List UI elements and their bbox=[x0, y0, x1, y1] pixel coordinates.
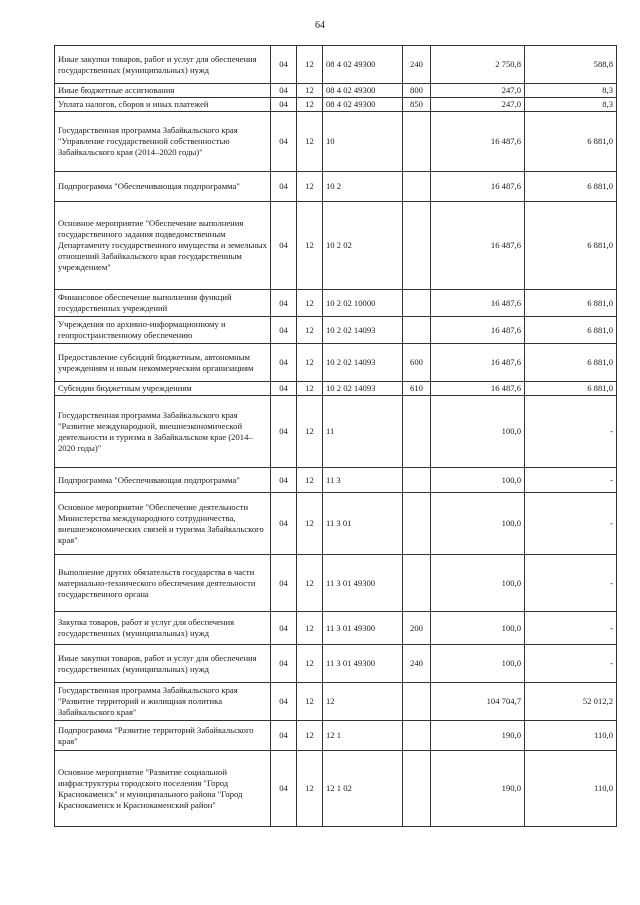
table-row bbox=[55, 683, 617, 721]
target-article-cell: 11 3 bbox=[323, 468, 403, 493]
row-name-cell: Уплата налогов, сборов и иных платежей bbox=[55, 98, 271, 112]
amount-actual-cell: - bbox=[525, 612, 617, 645]
table-row bbox=[55, 612, 617, 645]
razdel-cell: 04 bbox=[271, 555, 297, 612]
row-name-cell: Субсидии бюджетным учреждениям bbox=[55, 382, 271, 396]
row-name-cell: Государственная программа Забайкальского края "Развитие территорий и жилищная политика Забайкальского края" bbox=[55, 683, 271, 721]
target-article-cell: 11 3 01 49300 bbox=[323, 555, 403, 612]
expense-type-cell bbox=[403, 396, 431, 468]
row-name-cell: Подпрограмма "Обеспечивающая подпрограмма" bbox=[55, 172, 271, 202]
target-article-cell: 10 bbox=[323, 112, 403, 172]
row-name-cell: Иные бюджетные ассигнования bbox=[55, 84, 271, 98]
expense-type-cell bbox=[403, 721, 431, 751]
amount-actual-cell: 110,0 bbox=[525, 721, 617, 751]
expense-type-cell bbox=[403, 555, 431, 612]
podrazdel-cell: 12 bbox=[297, 46, 323, 84]
amount-plan-cell: 2 750,8 bbox=[431, 46, 525, 84]
expense-type-cell bbox=[403, 468, 431, 493]
razdel-cell: 04 bbox=[271, 612, 297, 645]
target-article-cell: 10 2 02 10000 bbox=[323, 290, 403, 317]
amount-actual-cell: - bbox=[525, 555, 617, 612]
amount-actual-cell: 6 881,0 bbox=[525, 344, 617, 382]
amount-plan-cell: 100,0 bbox=[431, 555, 525, 612]
row-name-cell: Иные закупки товаров, работ и услуг для обеспечения государственных (муниципальных) нужд bbox=[55, 645, 271, 683]
row-name-cell: Финансовое обеспечение выполнения функций государственных учреждений bbox=[55, 290, 271, 317]
amount-plan-cell: 16 487,6 bbox=[431, 382, 525, 396]
table-row bbox=[55, 112, 617, 172]
expense-type-cell bbox=[403, 202, 431, 290]
row-name-cell: Основное мероприятие "Развитие социальной инфраструктуры городского поселения "Город Краснокаменск" и муниципального района "Город Краснокаменск и Краснокаменский район" bbox=[55, 751, 271, 827]
expense-type-cell: 200 bbox=[403, 612, 431, 645]
table-row bbox=[55, 202, 617, 290]
expense-type-cell: 600 bbox=[403, 344, 431, 382]
podrazdel-cell: 12 bbox=[297, 290, 323, 317]
amount-actual-cell: 588,8 bbox=[525, 46, 617, 84]
amount-actual-cell: 6 881,0 bbox=[525, 290, 617, 317]
razdel-cell: 04 bbox=[271, 202, 297, 290]
amount-actual-cell: 8,3 bbox=[525, 84, 617, 98]
razdel-cell: 04 bbox=[271, 721, 297, 751]
target-article-cell: 12 1 bbox=[323, 721, 403, 751]
amount-actual-cell: - bbox=[525, 396, 617, 468]
amount-plan-cell: 16 487,6 bbox=[431, 202, 525, 290]
podrazdel-cell: 12 bbox=[297, 555, 323, 612]
amount-actual-cell: 6 881,0 bbox=[525, 202, 617, 290]
amount-actual-cell: 6 881,0 bbox=[525, 317, 617, 344]
target-article-cell: 12 1 02 bbox=[323, 751, 403, 827]
amount-plan-cell: 16 487,6 bbox=[431, 290, 525, 317]
amount-plan-cell: 16 487,6 bbox=[431, 344, 525, 382]
expense-type-cell: 240 bbox=[403, 46, 431, 84]
target-article-cell: 10 2 02 14093 bbox=[323, 382, 403, 396]
amount-plan-cell: 190,0 bbox=[431, 721, 525, 751]
amount-actual-cell: 110,0 bbox=[525, 751, 617, 827]
podrazdel-cell: 12 bbox=[297, 202, 323, 290]
podrazdel-cell: 12 bbox=[297, 112, 323, 172]
page-number: 64 bbox=[315, 20, 325, 31]
amount-actual-cell: 8,3 bbox=[525, 98, 617, 112]
amount-plan-cell: 247,0 bbox=[431, 98, 525, 112]
podrazdel-cell: 12 bbox=[297, 84, 323, 98]
podrazdel-cell: 12 bbox=[297, 645, 323, 683]
expense-type-cell: 610 bbox=[403, 382, 431, 396]
amount-plan-cell: 190,0 bbox=[431, 751, 525, 827]
expense-type-cell bbox=[403, 317, 431, 344]
table-row bbox=[55, 317, 617, 344]
amount-plan-cell: 100,0 bbox=[431, 396, 525, 468]
row-name-cell: Государственная программа Забайкальского края "Развитие международной, внешнеэкономической деятельности и туризма в Забайкальском крае (2014–2020 годы)" bbox=[55, 396, 271, 468]
target-article-cell: 12 bbox=[323, 683, 403, 721]
row-name-cell: Подпрограмма "Развитие территорий Забайкальского края" bbox=[55, 721, 271, 751]
table-row bbox=[55, 396, 617, 468]
razdel-cell: 04 bbox=[271, 344, 297, 382]
razdel-cell: 04 bbox=[271, 645, 297, 683]
target-article-cell: 08 4 02 49300 bbox=[323, 98, 403, 112]
podrazdel-cell: 12 bbox=[297, 612, 323, 645]
row-name-cell: Государственная программа Забайкальского края "Управление государственной собственностью Забайкальского края (2014–2020 годы)" bbox=[55, 112, 271, 172]
table-row bbox=[55, 98, 617, 112]
row-name-cell: Учреждения по архивно-информационному и геопространственному обеспечению bbox=[55, 317, 271, 344]
amount-plan-cell: 16 487,6 bbox=[431, 317, 525, 344]
target-article-cell: 11 3 01 49300 bbox=[323, 645, 403, 683]
razdel-cell: 04 bbox=[271, 382, 297, 396]
amount-actual-cell: 6 881,0 bbox=[525, 382, 617, 396]
podrazdel-cell: 12 bbox=[297, 98, 323, 112]
amount-plan-cell: 16 487,6 bbox=[431, 112, 525, 172]
amount-actual-cell: 52 012,2 bbox=[525, 683, 617, 721]
target-article-cell: 10 2 02 bbox=[323, 202, 403, 290]
podrazdel-cell: 12 bbox=[297, 721, 323, 751]
target-article-cell: 11 bbox=[323, 396, 403, 468]
table-row bbox=[55, 46, 617, 84]
target-article-cell: 11 3 01 bbox=[323, 493, 403, 555]
row-name-cell: Иные закупки товаров, работ и услуг для обеспечения государственных (муниципальных) нужд bbox=[55, 46, 271, 84]
amount-plan-cell: 247,0 bbox=[431, 84, 525, 98]
row-name-cell: Выполнение других обязательств государства в части материально-технического обеспечения деятельности государственного органа bbox=[55, 555, 271, 612]
table-row bbox=[55, 382, 617, 396]
razdel-cell: 04 bbox=[271, 493, 297, 555]
table-row bbox=[55, 555, 617, 612]
podrazdel-cell: 12 bbox=[297, 172, 323, 202]
razdel-cell: 04 bbox=[271, 683, 297, 721]
podrazdel-cell: 12 bbox=[297, 396, 323, 468]
podrazdel-cell: 12 bbox=[297, 344, 323, 382]
table-row bbox=[55, 721, 617, 751]
razdel-cell: 04 bbox=[271, 290, 297, 317]
podrazdel-cell: 12 bbox=[297, 317, 323, 344]
razdel-cell: 04 bbox=[271, 317, 297, 344]
expense-type-cell bbox=[403, 172, 431, 202]
expense-type-cell bbox=[403, 683, 431, 721]
razdel-cell: 04 bbox=[271, 112, 297, 172]
row-name-cell: Предоставление субсидий бюджетным, автономным учреждениям и иным некоммерческим организациям bbox=[55, 344, 271, 382]
amount-actual-cell: - bbox=[525, 468, 617, 493]
amount-actual-cell: - bbox=[525, 493, 617, 555]
podrazdel-cell: 12 bbox=[297, 751, 323, 827]
row-name-cell: Основное мероприятие "Обеспечение деятельности Министерства международного сотрудничества, внешнеэкономических связей и туризма Забайкальского края" bbox=[55, 493, 271, 555]
razdel-cell: 04 bbox=[271, 98, 297, 112]
podrazdel-cell: 12 bbox=[297, 468, 323, 493]
expense-type-cell: 240 bbox=[403, 645, 431, 683]
table-row bbox=[55, 645, 617, 683]
table-row bbox=[55, 468, 617, 493]
razdel-cell: 04 bbox=[271, 84, 297, 98]
table-row bbox=[55, 493, 617, 555]
amount-plan-cell: 100,0 bbox=[431, 645, 525, 683]
target-article-cell: 08 4 02 49300 bbox=[323, 46, 403, 84]
podrazdel-cell: 12 bbox=[297, 382, 323, 396]
razdel-cell: 04 bbox=[271, 46, 297, 84]
razdel-cell: 04 bbox=[271, 751, 297, 827]
podrazdel-cell: 12 bbox=[297, 493, 323, 555]
target-article-cell: 10 2 02 14093 bbox=[323, 344, 403, 382]
row-name-cell: Закупка товаров, работ и услуг для обеспечения государственных (муниципальных) нужд bbox=[55, 612, 271, 645]
table-row bbox=[55, 84, 617, 98]
amount-plan-cell: 104 704,7 bbox=[431, 683, 525, 721]
amount-actual-cell: - bbox=[525, 645, 617, 683]
amount-plan-cell: 100,0 bbox=[431, 468, 525, 493]
expense-type-cell bbox=[403, 112, 431, 172]
razdel-cell: 04 bbox=[271, 172, 297, 202]
target-article-cell: 10 2 bbox=[323, 172, 403, 202]
table-row bbox=[55, 290, 617, 317]
target-article-cell: 11 3 01 49300 bbox=[323, 612, 403, 645]
row-name-cell: Основное мероприятие "Обеспечение выполнения государственного задания подведомственным Департаменту государственного имущества и земельных отношений Забайкальского края государственным учреждением" bbox=[55, 202, 271, 290]
expense-type-cell: 850 bbox=[403, 98, 431, 112]
target-article-cell: 08 4 02 49300 bbox=[323, 84, 403, 98]
razdel-cell: 04 bbox=[271, 468, 297, 493]
budget-table bbox=[54, 45, 617, 827]
expense-type-cell: 800 bbox=[403, 84, 431, 98]
amount-plan-cell: 100,0 bbox=[431, 612, 525, 645]
expense-type-cell bbox=[403, 290, 431, 317]
expense-type-cell bbox=[403, 751, 431, 827]
target-article-cell: 10 2 02 14093 bbox=[323, 317, 403, 344]
amount-actual-cell: 6 881,0 bbox=[525, 112, 617, 172]
amount-actual-cell: 6 881,0 bbox=[525, 172, 617, 202]
row-name-cell: Подпрограмма "Обеспечивающая подпрограмма" bbox=[55, 468, 271, 493]
podrazdel-cell: 12 bbox=[297, 683, 323, 721]
expense-type-cell bbox=[403, 493, 431, 555]
amount-plan-cell: 16 487,6 bbox=[431, 172, 525, 202]
table-row bbox=[55, 344, 617, 382]
table-row bbox=[55, 172, 617, 202]
amount-plan-cell: 100,0 bbox=[431, 493, 525, 555]
table-row bbox=[55, 751, 617, 827]
razdel-cell: 04 bbox=[271, 396, 297, 468]
